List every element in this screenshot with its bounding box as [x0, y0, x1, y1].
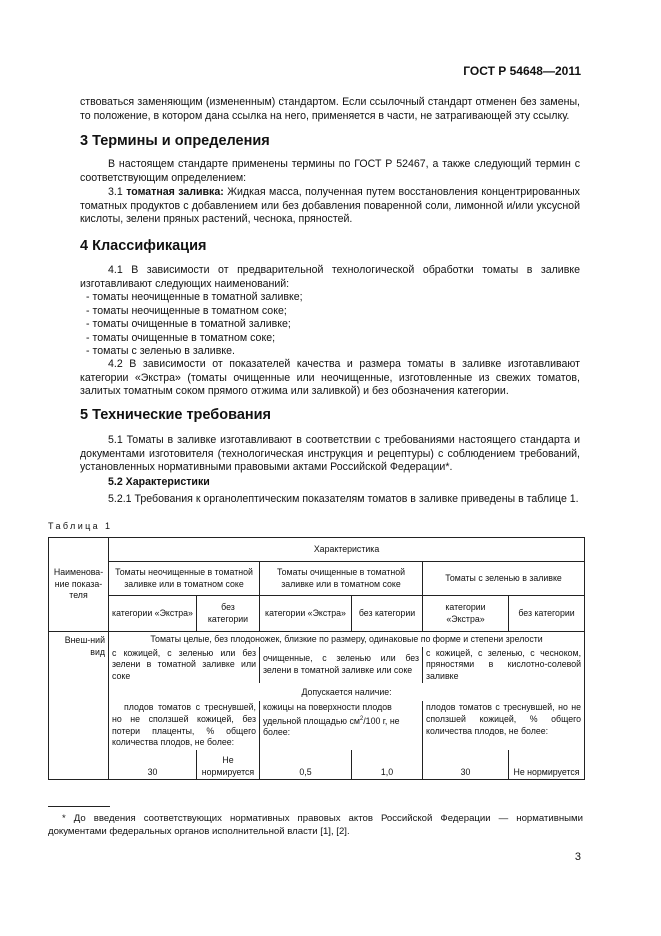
category-extra-header: категории «Экстра»	[260, 596, 352, 632]
group-unpeeled-header: Томаты неочищенные в томатной заливке или в томатном соке	[109, 562, 260, 596]
section-5-title: 5 Технические требования	[80, 407, 272, 423]
unpeeled-description: с кожицей, с зеленью или без зелени в томатной заливке или соке	[109, 647, 260, 684]
common-requirement: Томаты целые, без плодоножек, близкие по размеру, одинаковые по форме и степени зрелости	[109, 632, 585, 647]
value-unpeeled-extra: 30	[109, 750, 197, 780]
group-greens-header: Томаты с зеленью в заливке	[423, 562, 585, 596]
standard-header: ГОСТ Р 54648—2011	[463, 64, 581, 78]
section-3-paragraph: В настоящем стандарте применены термины по ГОСТ Р 52467, а также следующий термин с соответствующим определением:	[80, 158, 580, 184]
peeled-description: очищенные, с зеленью или без зелени в томатной заливке или соке	[260, 647, 423, 684]
page-number: 3	[574, 851, 581, 863]
category-none-header: без категории	[352, 596, 423, 632]
term-text: Жидкая масса, полученная путем восстановления концентрированных томатных продуктов с добавлением или без добавления поваренной соли, лимонной и/или уксусной кислоты, зелени пряных растений, чеснока, пряностей.	[80, 186, 580, 226]
list-item: - томаты с зеленью в заливке.	[86, 345, 235, 357]
section-4-2-paragraph: 4.2 В зависимости от показателей качества и размера томаты в заливке изготавливают категории «Экстра» (томаты очищенные или неочищенные, изготовленные из свежих томатов, залитых томатным соком прямого отжима или заливкой) и без обозначения категории.	[80, 358, 580, 398]
list-item: - томаты очищенные в томатном соке;	[86, 332, 276, 344]
intro-paragraph: ствоваться заменяющим (измененным) стандартом. Если ссылочный стандарт отменен без замены, то положение, в котором дана ссылка на него, применяется в части, не затрагивающей эту ссылку.	[80, 96, 580, 122]
category-none-header: без категории	[197, 596, 260, 632]
list-item: - томаты очищенные в томатной заливке;	[86, 318, 291, 330]
characteristic-header: Характеристика	[109, 538, 585, 562]
section-3-title: 3 Термины и определения	[80, 133, 270, 149]
allowed-label: Допускается наличие:	[109, 683, 585, 701]
defect-peeled-text-main: кожицы на поверхности плодов удельной площадью см	[263, 702, 392, 726]
value-unpeeled-none: Не нормируется	[197, 750, 260, 780]
group-peeled-header: Томаты очищенные в томатной заливке или в томатном соке	[260, 562, 423, 596]
value-peeled-none: 1,0	[352, 750, 423, 780]
organoleptic-table	[48, 537, 585, 780]
list-item: - томаты неочищенные в томатном соке;	[86, 305, 287, 317]
term-number: 3.1	[108, 186, 123, 198]
footnote-divider	[48, 806, 110, 807]
category-extra-header: категории «Экстра»	[109, 596, 197, 632]
value-peeled-extra: 0,5	[260, 750, 352, 780]
category-none-header: без категории	[509, 596, 585, 632]
greens-description: с кожицей, с зеленью, с чесноком, пряностями в кислотно-солевой заливке	[423, 647, 585, 684]
appearance-row-label: Внеш-ний вид	[49, 632, 109, 780]
term-definition	[80, 186, 580, 227]
section-4-1-paragraph: 4.1 В зависимости от предварительной технологической обработки томаты в заливке изготавливают следующих наименований:	[80, 264, 580, 290]
defect-unpeeled-text: плодов томатов с треснувшей, но не сползшей кожицей, без потери плаценты, % общего количества плодов, не более:	[109, 701, 260, 749]
superscript: 2	[359, 715, 364, 722]
section-4-title: 4 Классификация	[80, 238, 207, 254]
section-5-1-paragraph: 5.1 Томаты в заливке изготавливают в соответствии с требованиями настоящего стандарта и документами изготовителя (технологическая инструкция и рецептуры) с соблюдением требований, установленных нормативными правовыми актами Российской Федерации*.	[80, 434, 580, 474]
defect-greens-text: плодов томатов с треснувшей, но не сползшей кожицей, % общего количества плодов, не более:	[423, 701, 585, 749]
indicator-name-header: Наименова-ние показа-теля	[49, 538, 109, 632]
footnote: * До введения соответствующих нормативных правовых актов Российской Федерации — нормативными документами федеральных органов исполнительной власти [1], [2].	[48, 813, 583, 837]
category-extra-header: категории «Экстра»	[423, 596, 509, 632]
section-5-2-1-paragraph: 5.2.1 Требования к органолептическим показателям томатов в заливке приведены в таблице 1.	[108, 493, 579, 505]
value-greens-extra: 30	[423, 750, 509, 780]
subsection-5-2-title: 5.2 Характеристики	[108, 476, 210, 488]
defect-peeled-text-end: /100 г, не более:	[263, 715, 400, 738]
defect-peeled-text	[260, 701, 423, 749]
value-greens-none: Не нормируется	[509, 750, 585, 780]
table-caption: Таблица 1	[48, 521, 113, 531]
term-name: томатная заливка:	[126, 186, 224, 198]
list-item: - томаты неочищенные в томатной заливке;	[86, 291, 303, 303]
